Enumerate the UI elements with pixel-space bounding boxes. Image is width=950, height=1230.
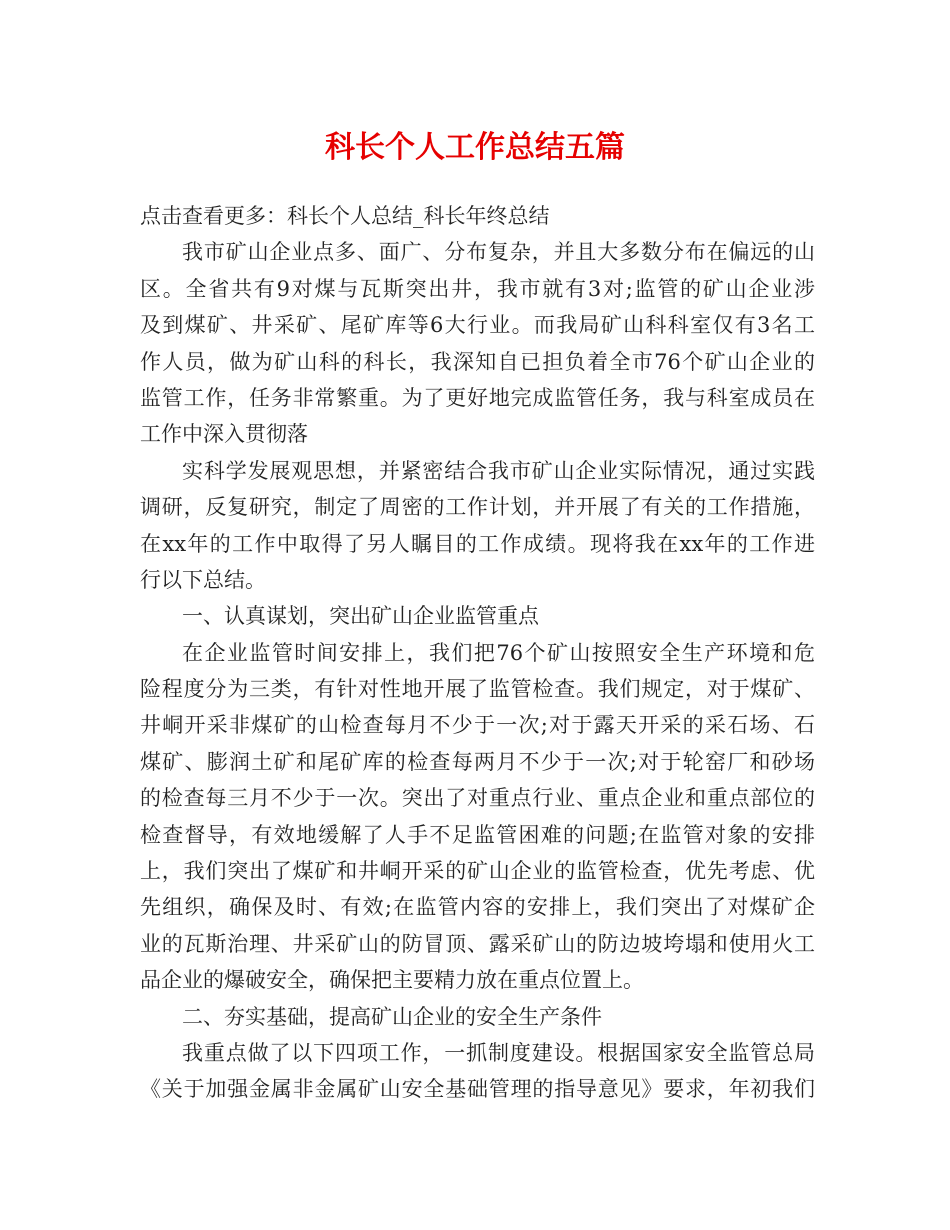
paragraph-line: 煤矿、膨润土矿和尾矿库的检查每两月不少于一次;对于轮窑厂和砂场 <box>140 749 815 774</box>
paragraph-line: 实科学发展观思想，并紧密结合我市矿山企业实际情况，通过实践 <box>182 458 815 483</box>
paragraph-line: 作人员，做为矿山科的科长，我深知自已担负着全市76个矿山企业的 <box>140 349 815 374</box>
paragraph-line: 区。全省共有9对煤与瓦斯突出井，我市就有3对;监管的矿山企业涉 <box>140 276 815 301</box>
paragraph-line: 《关于加强金属非金属矿山安全基础管理的指导意见》要求，年初我们 <box>140 1077 815 1102</box>
paragraph-line: 在xx年的工作中取得了另人瞩目的工作成绩。现将我在xx年的工作进 <box>140 531 815 556</box>
paragraph-line: 在企业监管时间安排上，我们把76个矿山按照安全生产环境和危 <box>182 640 815 665</box>
paragraph-line: 行以下总结。 <box>140 567 266 592</box>
paragraph-line: 点击查看更多：科长个人总结_科长年终总结 <box>140 204 550 228</box>
paragraph-line: 先组织，确保及时、有效;在监管内容的安排上，我们突出了对煤矿企 <box>140 895 815 920</box>
paragraph-line: 业的瓦斯治理、井采矿山的防冒顶、露采矿山的防边坡垮塌和使用火工 <box>140 931 815 956</box>
document-body <box>140 198 815 1108</box>
section-heading: 一、认真谋划，突出矿山企业监管重点 <box>182 604 539 629</box>
paragraph-line: 及到煤矿、井采矿、尾矿库等6大行业。而我局矿山科科室仅有3名工 <box>140 313 815 338</box>
document-title: 科长个人工作总结五篇 <box>325 130 625 165</box>
paragraph-line: 井峒开采非煤矿的山检查每月不少于一次;对于露天开采的采石场、石 <box>140 713 815 738</box>
paragraph-line: 检查督导，有效地缓解了人手不足监管困难的问题;在监管对象的安排 <box>140 822 815 847</box>
paragraph-line: 我市矿山企业点多、面广、分布复杂，并且大多数分布在偏远的山 <box>182 240 815 265</box>
paragraph-line: 险程度分为三类，有针对性地开展了监管检查。我们规定，对于煤矿、 <box>140 677 815 702</box>
paragraph-line: 工作中深入贯彻落 <box>140 422 308 447</box>
paragraph-line: 的检查每三月不少于一次。突出了对重点行业、重点企业和重点部位的 <box>140 786 815 811</box>
paragraph-line: 监管工作，任务非常繁重。为了更好地完成监管任务，我与科室成员在 <box>140 385 815 410</box>
paragraph-line: 品企业的爆破安全，确保把主要精力放在重点位置上。 <box>140 968 644 993</box>
section-heading: 二、夯实基础，提高矿山企业的安全生产条件 <box>182 1004 602 1029</box>
paragraph-line: 上，我们突出了煤矿和井峒开采的矿山企业的监管检查，优先考虑、优 <box>140 859 815 884</box>
paragraph-line: 我重点做了以下四项工作，一抓制度建设。根据国家安全监管总局 <box>182 1040 815 1065</box>
paragraph-line: 调研，反复研究，制定了周密的工作计划，并开展了有关的工作措施， <box>140 495 815 520</box>
